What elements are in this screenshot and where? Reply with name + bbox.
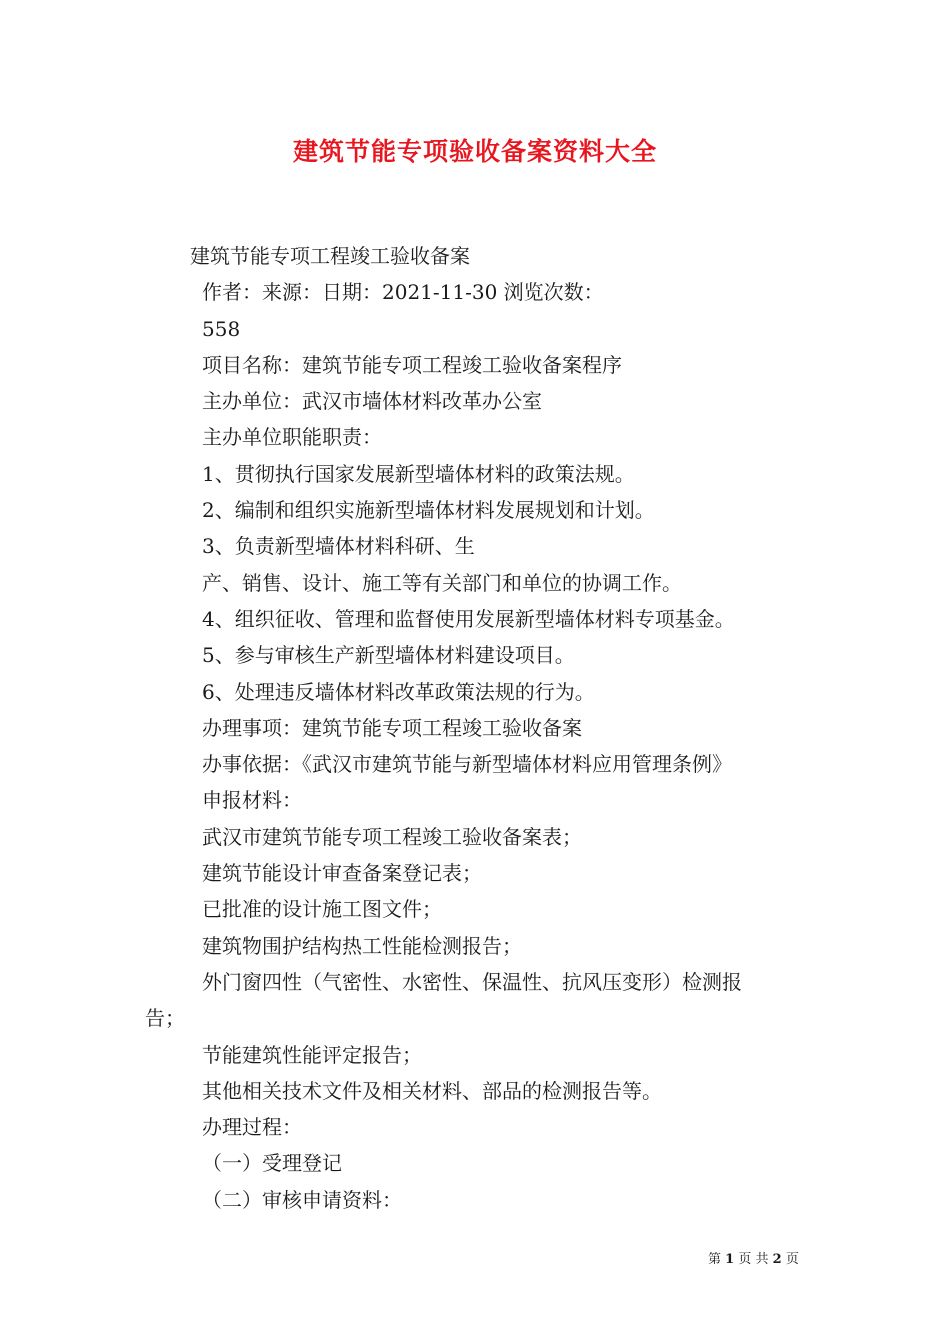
body-line: 主办单位：武汉市墙体材料改革办公室 [202, 389, 542, 414]
footer-middle: 页 共 [738, 1252, 769, 1267]
body-line: 3、负责新型墙体材料科研、生 [202, 534, 475, 559]
document-title: 建筑节能专项验收备案资料大全 [292, 137, 657, 166]
body-line: 主办单位职能职责： [202, 425, 382, 450]
body-line: 产、销售、设计、施工等有关部门和单位的协调工作。 [202, 570, 682, 595]
total-pages-number: 2 [772, 1252, 782, 1267]
body-line: 建筑物围护结构热工性能检测报告； [202, 933, 522, 958]
body-line: 项目名称：建筑节能专项工程竣工验收备案程序 [202, 352, 622, 377]
body-line: 建筑节能专项工程竣工验收备案 [190, 244, 470, 268]
body-line: 节能建筑性能评定报告； [202, 1042, 422, 1067]
body-line: 告； [145, 1006, 185, 1031]
body-line: （一）受理登记 [202, 1151, 342, 1176]
body-line: 6、处理违反墙体材料改革政策法规的行为。 [202, 679, 595, 704]
body-line: 办事依据：《武汉市建筑节能与新型墙体材料应用管理条例》 [202, 752, 732, 777]
document-body [145, 238, 815, 1218]
body-line: 558 [202, 316, 241, 341]
footer-prefix: 第 [708, 1252, 722, 1267]
body-line: 1、贯彻执行国家发展新型墙体材料的政策法规。 [202, 461, 635, 486]
body-line: 2、编制和组织实施新型墙体材料发展规划和计划。 [202, 498, 655, 523]
current-page-number: 1 [725, 1252, 735, 1267]
body-line: 其他相关技术文件及相关材料、部品的检测报告等。 [202, 1078, 662, 1103]
body-line: 4、组织征收、管理和监督使用发展新型墙体材料专项基金。 [202, 606, 735, 631]
body-line: 办理过程： [202, 1115, 302, 1140]
body-line: 办理事项：建筑节能专项工程竣工验收备案 [202, 715, 582, 740]
page-footer [708, 1248, 799, 1267]
body-line: （二）审核申请资料： [202, 1187, 402, 1212]
body-line: 外门窗四性（气密性、水密性、保温性、抗风压变形）检测报 [202, 969, 742, 994]
body-line: 申报材料： [202, 788, 302, 813]
body-line: 武汉市建筑节能专项工程竣工验收备案表； [202, 824, 582, 849]
body-line: 建筑节能设计审查备案登记表； [202, 861, 482, 886]
body-line: 已批准的设计施工图文件； [202, 897, 442, 922]
body-line: 5、参与审核生产新型墙体材料建设项目。 [202, 643, 575, 668]
footer-suffix: 页 [785, 1252, 799, 1267]
body-line: 作者：来源：日期：2021-11-30 浏览次数： [202, 280, 604, 305]
